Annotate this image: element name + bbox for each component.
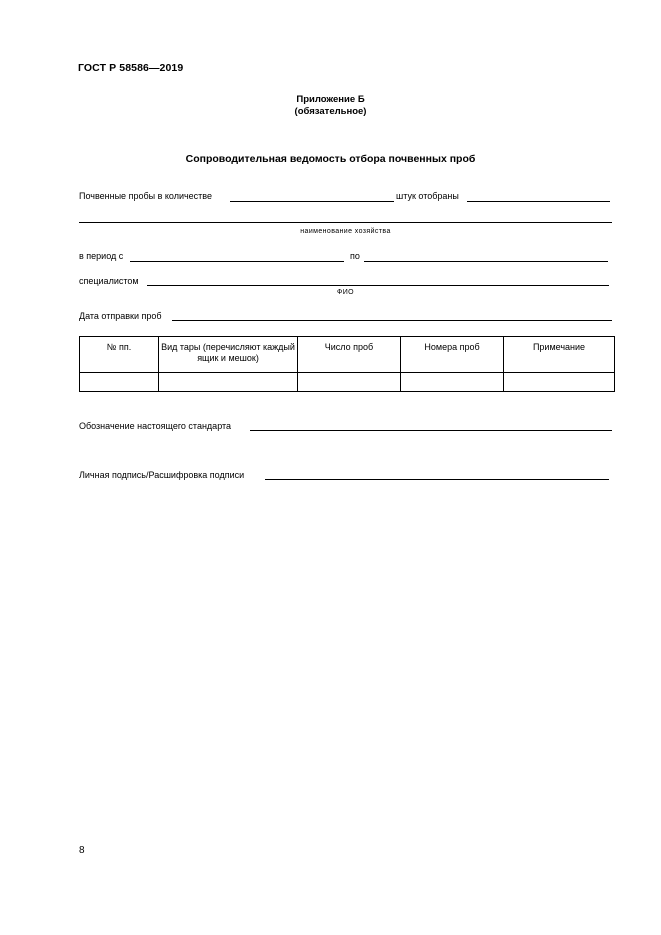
- table-cell[interactable]: [401, 373, 504, 392]
- samples-quantity-field[interactable]: [230, 201, 394, 202]
- column-header-number: № пп.: [80, 337, 159, 373]
- farm-name-field[interactable]: [79, 222, 612, 223]
- column-header-sample-count: Число проб: [298, 337, 401, 373]
- annex-label: Приложение Б: [296, 94, 365, 105]
- period-to-field[interactable]: [364, 261, 608, 262]
- period-from-label: в период с: [79, 251, 124, 261]
- table-row: [80, 373, 615, 392]
- farm-name-caption: наименование хозяйства: [300, 228, 391, 235]
- column-header-sample-numbers: Номера проб: [401, 337, 504, 373]
- table-cell[interactable]: [80, 373, 159, 392]
- samples-table: [79, 336, 615, 392]
- table-cell[interactable]: [159, 373, 298, 392]
- column-header-container-type: Вид тары (перечисляют каждый ящик и мешок): [159, 337, 298, 373]
- signature-label: Личная подпись/Расшифровка подписи: [79, 470, 245, 480]
- annex-status: (обязательное): [294, 106, 367, 117]
- period-to-label: по: [350, 251, 360, 261]
- table-header-row: [80, 337, 615, 373]
- dispatch-date-label: Дата отправки проб: [79, 311, 162, 321]
- specialist-field[interactable]: [147, 285, 609, 286]
- fio-caption: ФИО: [337, 289, 354, 296]
- table-cell[interactable]: [504, 373, 615, 392]
- document-title: Сопроводительная ведомость отбора почвенных проб: [185, 153, 476, 165]
- standard-designation-label: Обозначение настоящего стандарта: [79, 421, 232, 431]
- period-from-field[interactable]: [130, 261, 344, 262]
- samples-quantity-label: Почвенные пробы в количестве: [79, 191, 212, 201]
- page-number: 8: [79, 845, 85, 856]
- pieces-taken-field[interactable]: [467, 201, 610, 202]
- table-cell[interactable]: [298, 373, 401, 392]
- column-header-notes: Примечание: [504, 337, 615, 373]
- standard-code: ГОСТ Р 58586—2019: [78, 62, 184, 74]
- signature-field[interactable]: [265, 479, 609, 480]
- specialist-label: специалистом: [79, 276, 139, 286]
- dispatch-date-field[interactable]: [172, 320, 612, 321]
- standard-designation-field[interactable]: [250, 430, 612, 431]
- pieces-taken-label: штук отобраны: [396, 191, 459, 201]
